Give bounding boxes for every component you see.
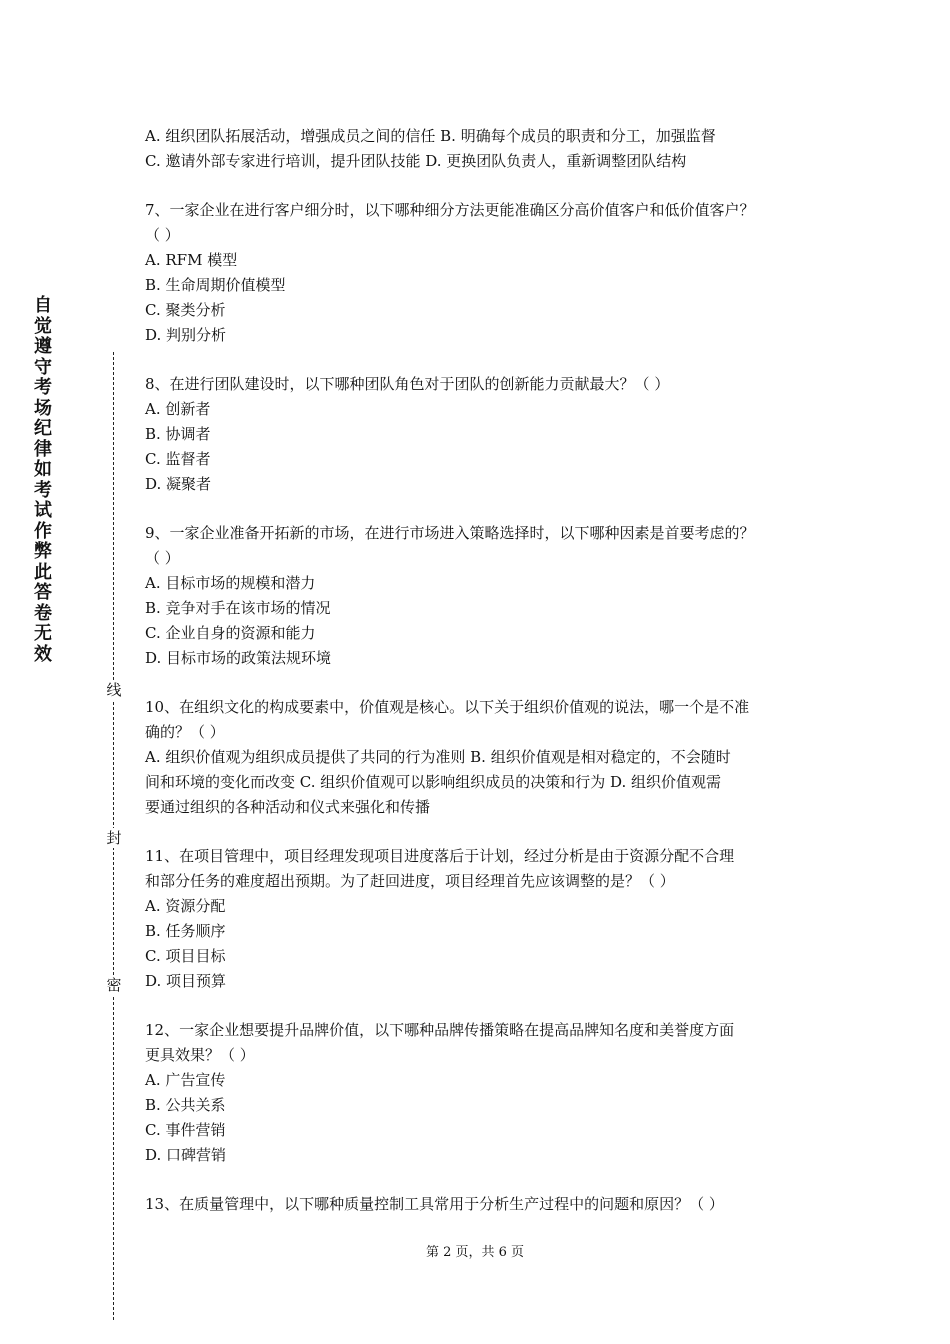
page-number: 第 2 页，共 6 页 <box>425 1245 525 1260</box>
option-c: C. 企业自身的资源和能力 <box>145 624 316 642</box>
option-b: B. 生命周期价值模型 <box>145 276 286 294</box>
option-a: A. 广告宣传 <box>145 1071 226 1089</box>
binding-mark-seal: 封 <box>104 828 124 848</box>
exam-discipline-notice: 自觉遵守考场纪律如考试作弊此答卷无效 <box>34 295 52 665</box>
option-line: C. 邀请外部专家进行培训，提升团队技能 D. 更换团队负责人，重新调整团队结构 <box>145 152 687 170</box>
question-stem: 13、在质量管理中，以下哪种质量控制工具常用于分析生产过程中的问题和原因？（ ） <box>145 1195 724 1213</box>
question-8 <box>145 372 817 497</box>
question-7 <box>145 198 817 348</box>
option-c: C. 监督者 <box>145 450 211 468</box>
option-a: A. 资源分配 <box>145 897 226 915</box>
question-13 <box>145 1192 817 1217</box>
question-stem: 10、在组织文化的构成要素中，价值观是核心。以下关于组织价值观的说法，哪一个是不准 <box>145 698 750 716</box>
option-c: C. 项目目标 <box>145 947 226 965</box>
option-c: C. 聚类分析 <box>145 301 226 319</box>
option-d: D. 口碑营销 <box>145 1146 227 1164</box>
option-line: A. 组织价值观为组织成员提供了共同的行为准则 B. 组织价值观是相对稳定的，不会随时 <box>145 748 731 766</box>
binding-mark-secret: 密 <box>104 975 124 995</box>
question-10 <box>145 695 817 820</box>
question-stem: （ ） <box>145 549 180 567</box>
option-line: A. 组织团队拓展活动，增强成员之间的信任 B. 明确每个成员的职责和分工，加强监督 <box>145 127 716 145</box>
question-stem: 11、在项目管理中，项目经理发现项目进度落后于计划，经过分析是由于资源分配不合理 <box>145 847 735 865</box>
option-c: C. 事件营销 <box>145 1121 226 1139</box>
option-a: A. RFM 模型 <box>145 251 238 269</box>
question-stem: 确的？（ ） <box>145 723 225 741</box>
question-9 <box>145 521 817 671</box>
question-stem: （ ） <box>145 226 180 244</box>
option-line: 要通过组织的各种活动和仪式来强化和传播 <box>145 798 431 816</box>
question-stem: 和部分任务的难度超出预期。为了赶回进度，项目经理首先应该调整的是？（ ） <box>145 872 675 890</box>
option-b: B. 任务顺序 <box>145 922 226 940</box>
option-line: 间和环境的变化而改变 C. 组织价值观可以影响组织成员的决策和行为 D. 组织价值观需 <box>145 773 722 791</box>
question-11 <box>145 844 817 994</box>
option-d: D. 项目预算 <box>145 972 227 990</box>
binding-mark-line: 线 <box>104 680 124 700</box>
option-b: B. 公共关系 <box>145 1096 226 1114</box>
question-list <box>145 124 817 1217</box>
previous-question-options <box>145 124 817 174</box>
question-12 <box>145 1018 817 1168</box>
question-stem: 7、一家企业在进行客户细分时，以下哪种细分方法更能准确区分高价值客户和低价值客户？ <box>145 201 755 219</box>
option-d: D. 目标市场的政策法规环境 <box>145 649 332 667</box>
option-b: B. 竞争对手在该市场的情况 <box>145 599 331 617</box>
question-stem: 12、一家企业想要提升品牌价值，以下哪种品牌传播策略在提高品牌知名度和美誉度方面 <box>145 1021 735 1039</box>
option-a: A. 创新者 <box>145 400 211 418</box>
option-d: D. 判别分析 <box>145 326 227 344</box>
question-stem: 8、在进行团队建设时，以下哪种团队角色对于团队的创新能力贡献最大？（ ） <box>145 375 670 393</box>
question-stem: 9、一家企业准备开拓新的市场，在进行市场进入策略选择时，以下哪种因素是首要考虑的？ <box>145 524 755 542</box>
question-stem: 更具效果？（ ） <box>145 1046 255 1064</box>
option-d: D. 凝聚者 <box>145 475 212 493</box>
option-b: B. 协调者 <box>145 425 211 443</box>
option-a: A. 目标市场的规模和潜力 <box>145 574 316 592</box>
